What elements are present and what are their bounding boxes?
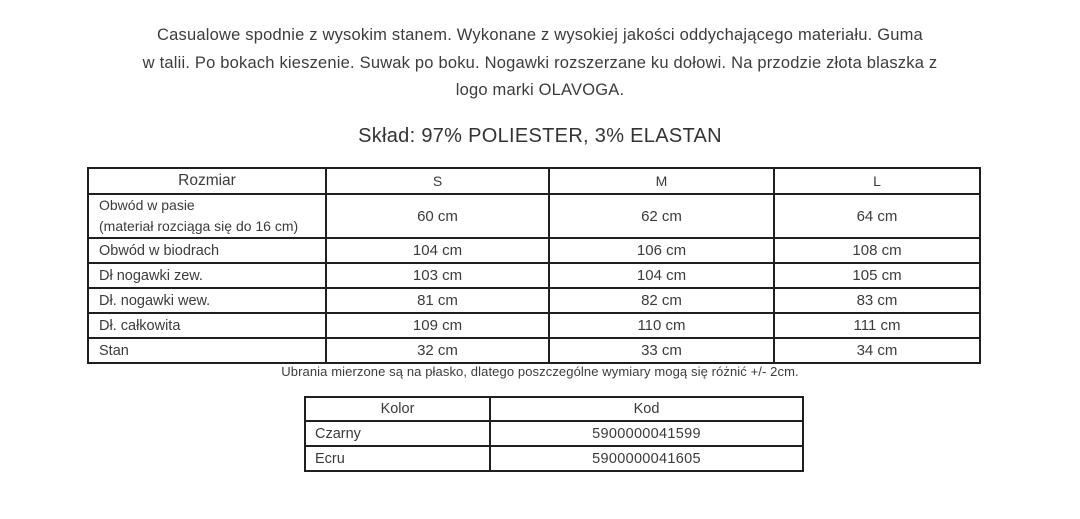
color-name-ecru: Ecru [305, 446, 490, 471]
measurement-note: Ubrania mierzone są na płasko, dlatego poszczególne wymiary mogą się różnić +/- 2cm. [281, 364, 799, 379]
hips-value-m: 106 cm [549, 238, 774, 263]
table-row-hips [88, 238, 980, 263]
row-label-text: Obwód w pasie [99, 197, 195, 213]
table-row-ecru [305, 446, 803, 471]
total-length-value-s: 109 cm [326, 313, 549, 338]
color-code-ecru: 5900000041605 [490, 446, 803, 471]
inner-leg-value-l: 83 cm [774, 288, 980, 313]
outer-leg-value-m: 104 cm [549, 263, 774, 288]
waist-value-m: 62 cm [549, 194, 774, 238]
table-row-czarny [305, 421, 803, 446]
description-line-3: logo marki OLAVOGA. [455, 81, 625, 99]
product-description [0, 22, 1080, 105]
composition-heading: Skład: 97% POLIESTER, 3% ELASTAN [358, 125, 722, 147]
total-length-value-l: 111 cm [774, 313, 980, 338]
color-name-czarny: Czarny [305, 421, 490, 446]
row-label-waist [88, 194, 326, 238]
total-length-value-m: 110 cm [549, 313, 774, 338]
description-line-2: w talii. Po bokach kieszenie. Suwak po boku. Nogawki rozszerzane ku dołowi. Na przodzie złota blaszka z [142, 53, 938, 72]
row-sublabel-text: (materiał rozciąga się do 16 cm) [99, 218, 299, 234]
outer-leg-value-l: 105 cm [774, 263, 980, 288]
size-header-l: L [774, 168, 980, 194]
hips-value-l: 108 cm [774, 238, 980, 263]
table-row-rise [88, 338, 980, 363]
size-table-corner-header: Rozmiar [88, 168, 326, 194]
size-header-m: M [549, 168, 774, 194]
rise-value-s: 32 cm [326, 338, 549, 363]
outer-leg-value-s: 103 cm [326, 263, 549, 288]
table-row-outer-leg [88, 263, 980, 288]
color-table [304, 396, 804, 472]
hips-value-s: 104 cm [326, 238, 549, 263]
inner-leg-value-s: 81 cm [326, 288, 549, 313]
row-label-outer-leg: Dł nogawki zew. [88, 263, 326, 288]
row-label-rise: Stan [88, 338, 326, 363]
row-label-hips: Obwód w biodrach [88, 238, 326, 263]
table-row-waist [88, 194, 980, 238]
table-row-inner-leg [88, 288, 980, 313]
rise-value-l: 34 cm [774, 338, 980, 363]
size-table [87, 167, 981, 364]
description-line-1: Casualowe spodnie z wysokim stanem. Wykonane z wysokiej jakości oddychającego materiału. Guma [157, 26, 923, 44]
waist-value-s: 60 cm [326, 194, 549, 238]
code-header: Kod [490, 397, 803, 421]
row-label-inner-leg: Dł. nogawki wew. [88, 288, 326, 313]
inner-leg-value-m: 82 cm [549, 288, 774, 313]
row-label-total-length: Dł. całkowita [88, 313, 326, 338]
rise-value-m: 33 cm [549, 338, 774, 363]
waist-value-l: 64 cm [774, 194, 980, 238]
size-table-header-row [88, 168, 980, 194]
color-table-header-row [305, 397, 803, 421]
color-header: Kolor [305, 397, 490, 421]
color-code-czarny: 5900000041599 [490, 421, 803, 446]
table-row-total-length [88, 313, 980, 338]
size-header-s: S [326, 168, 549, 194]
